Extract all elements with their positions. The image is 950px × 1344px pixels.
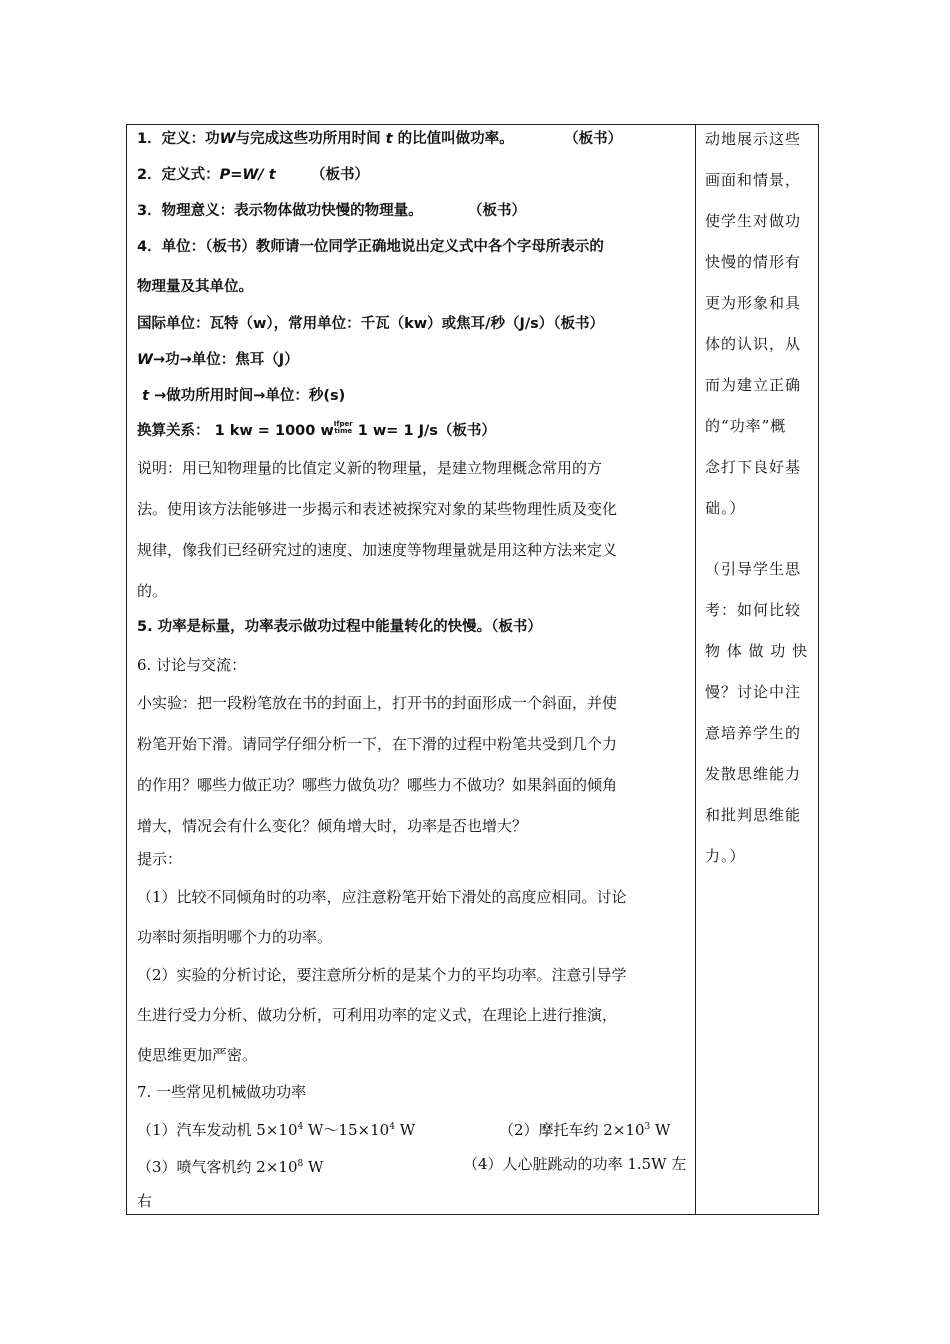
machines-heading: 7. 一些常见机械做功功率 — [137, 1083, 307, 1101]
experiment-line: 的作用？哪些力做正功？哪些力做负功？哪些力不做功？如果斜面的倾角 — [137, 776, 618, 794]
unit-line: 4．单位：（板书）教师请一位同学正确地说出定义式中各个字母所表示的 — [137, 239, 604, 255]
hint-label: 提示： — [137, 850, 183, 868]
unit-line-cont: 物理量及其单位。 — [137, 279, 253, 295]
note-line: 意培养学生的 — [705, 724, 802, 742]
meaning-line: 3．物理意义：表示物体做功快慢的物理量。 （板书） — [137, 203, 527, 219]
note-line: 的“功率”概 — [705, 417, 787, 435]
machine-item-car: （1）汽车发动机 $5\times 10^4$ $W\sim 15\times 10^4$ W — [137, 1121, 416, 1139]
hint-line: （2）实验的分析讨论，要注意所分析的是某个力的平均功率。注意引导学 — [137, 966, 627, 984]
hint-line: 使思维更加严密。 — [137, 1046, 258, 1064]
conversion-line: 换算关系： 1 kw = 1000 wIfper time 1 w= 1 J/s（板书） — [137, 420, 496, 439]
machine-item-motorcycle: （2）摩托车约 $2\times 10^3$ W — [499, 1121, 671, 1139]
experiment-line: 小实验：把一段粉笔放在书的封面上，打开书的封面形成一个斜面，并使 — [137, 694, 618, 712]
machine-item-heart: （4）人心脏跳动的功率 1.5W 左 — [463, 1155, 687, 1173]
hint-line: 功率时须指明哪个力的功率。 — [137, 928, 333, 946]
hint-line: （1）比较不同倾角时的功率，应注意粉笔开始下滑处的高度应相同。讨论 — [137, 888, 627, 906]
note-line: 而为建立正确 — [705, 376, 802, 394]
note-line: 和批判思维能 — [705, 806, 802, 824]
time-unit-line: t →做功所用时间→单位：秒(s) — [142, 388, 346, 404]
note-line: 物 体 做 功 快 — [705, 642, 809, 660]
note-line: 动地展示这些 — [705, 130, 802, 148]
machine-item-jet: （3）喷气客机约 $2\times 10^8$ W — [137, 1158, 324, 1176]
formula-line: 2．定义式：P=W/ t （板书） — [137, 167, 369, 183]
description-line: 说明：用已知物理量的比值定义新的物理量，是建立物理概念常用的方 — [137, 459, 603, 477]
description-line: 的。 — [137, 582, 168, 600]
lesson-table — [126, 124, 819, 1215]
hint-line: 生进行受力分析、做功分析，可利用功率的定义式，在理论上进行推演， — [137, 1006, 618, 1024]
note-line: 快慢的情形有 — [705, 253, 802, 271]
column-divider — [695, 125, 696, 1214]
definition-line: 1．定义：功W与完成这些功所用时间 t 的比值叫做功率。 （板书） — [137, 131, 623, 147]
description-line: 规律，像我们已经研究过的速度、加速度等物理量就是用这种方法来定义 — [137, 541, 618, 559]
note-line: 发散思维能力 — [705, 765, 802, 783]
description-line: 法。使用该方法能够进一步揭示和表述被探究对象的某些物理性质及变化 — [137, 500, 618, 518]
note-line: 考：如何比较 — [705, 601, 802, 619]
note-line: 力。） — [705, 847, 746, 865]
scalar-line: 5. 功率是标量，功率表示做功过程中能量转化的快慢。（板书） — [137, 619, 542, 635]
note-line: （引导学生思 — [705, 560, 802, 578]
note-line: 础。） — [705, 499, 746, 517]
experiment-line: 增大，情况会有什么变化？倾角增大时，功率是否也增大？ — [137, 817, 528, 835]
discussion-heading: 6. 讨论与交流： — [137, 656, 247, 674]
work-unit-line: W→功→单位：焦耳（J） — [137, 352, 299, 368]
si-unit-line: 国际单位：瓦特（w），常用单位：千瓦（kw）或焦耳/秒（J/s）（板书） — [137, 316, 605, 332]
note-line: 慢？讨论中注 — [705, 683, 802, 701]
note-line: 画面和情景， — [705, 171, 802, 189]
note-line: 体的认识，从 — [705, 335, 802, 353]
machine-item-heart-cont: 右 — [137, 1192, 153, 1210]
experiment-line: 粉笔开始下滑。请同学仔细分析一下，在下滑的过程中粉笔共受到几个力 — [137, 735, 618, 753]
note-line: 使学生对做功 — [705, 212, 802, 230]
note-line: 念打下良好基 — [705, 458, 802, 476]
note-line: 更为形象和具 — [705, 294, 802, 312]
